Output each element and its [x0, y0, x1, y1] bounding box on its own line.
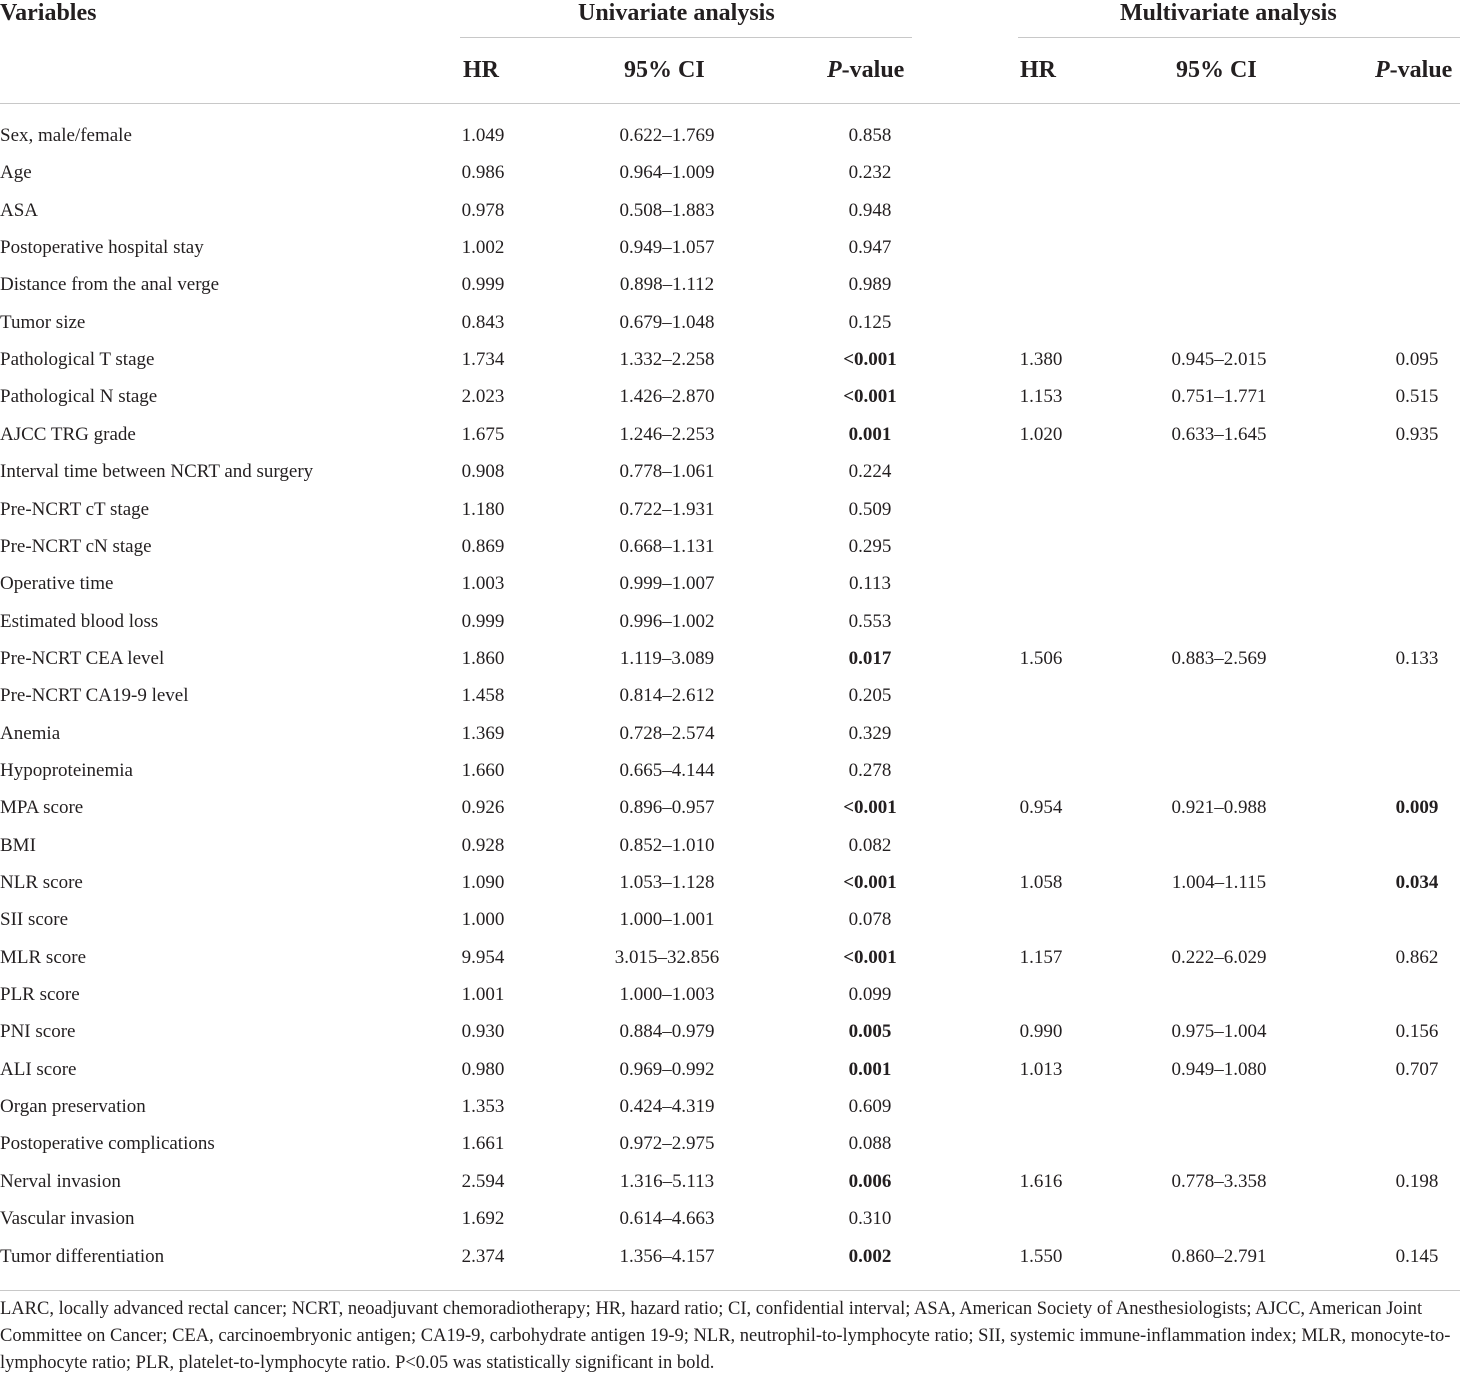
cell-univariate-ci: 0.508–1.883	[619, 199, 715, 221]
cell-variable: Age	[0, 162, 32, 184]
table-row	[0, 121, 1460, 151]
cell-univariate-hr: 1.369	[461, 722, 505, 744]
cell-univariate-ci: 0.622–1.769	[619, 125, 715, 146]
cell-univariate-hr: 1.458	[461, 685, 505, 707]
table-row	[0, 270, 1460, 300]
table-row	[0, 1242, 1460, 1272]
cell-variable: Pre-NCRT cN stage	[0, 535, 152, 557]
header-multivariate-ci: 95% CI	[1176, 57, 1257, 83]
cell-multivariate-hr: 1.020	[1019, 423, 1063, 445]
cell-univariate-p-value: <0.001	[843, 797, 897, 819]
cell-multivariate-hr: 0.990	[1019, 1021, 1063, 1043]
header-variables: Variables	[0, 0, 97, 26]
cell-multivariate-hr: 1.058	[1019, 872, 1063, 893]
cell-univariate-hr: 1.002	[461, 237, 505, 259]
cell-variable: Pre-NCRT cT stage	[0, 498, 150, 520]
cell-variable: Interval time between NCRT and surgery	[0, 461, 314, 483]
cell-univariate-ci: 0.898–1.112	[619, 274, 715, 296]
cell-variable: Operative time	[0, 573, 114, 595]
cell-univariate-p-value: 0.078	[848, 909, 892, 931]
cell-univariate-hr: 0.986	[461, 162, 505, 184]
cell-univariate-p-value: <0.001	[843, 349, 897, 371]
cell-multivariate-p-value: 0.095	[1395, 349, 1439, 371]
header-p-rest: -value	[841, 57, 905, 83]
cell-variable: MLR score	[0, 946, 87, 968]
table-row	[0, 420, 1460, 450]
cell-univariate-ci: 0.852–1.010	[619, 834, 715, 856]
cell-univariate-ci: 3.015–32.856	[614, 946, 720, 968]
table-row	[0, 681, 1460, 711]
cell-univariate-ci: 1.053–1.128	[619, 872, 715, 893]
cell-univariate-hr: 1.675	[461, 423, 505, 445]
header-p-italic: P	[1375, 57, 1390, 83]
cell-univariate-ci: 0.665–4.144	[619, 759, 715, 781]
cell-variable: Anemia	[0, 722, 61, 744]
cell-univariate-p-value: 0.082	[848, 834, 892, 856]
cell-univariate-ci: 0.896–0.957	[619, 797, 715, 819]
cell-multivariate-hr: 1.013	[1019, 1058, 1063, 1080]
header-multivariate-analysis: Multivariate analysis	[1120, 0, 1337, 26]
cell-univariate-ci: 1.426–2.870	[619, 386, 715, 408]
cell-univariate-ci: 1.000–1.003	[619, 984, 715, 1006]
cell-univariate-hr: 1.180	[461, 498, 505, 520]
table-row	[0, 1167, 1460, 1197]
cell-univariate-hr: 1.049	[461, 125, 505, 146]
cell-univariate-hr: 0.999	[461, 274, 505, 296]
cell-univariate-p-value: 0.609	[848, 1096, 892, 1118]
cell-multivariate-p-value: 0.707	[1395, 1058, 1439, 1080]
cell-variable: Organ preservation	[0, 1096, 146, 1118]
cell-univariate-p-value: 0.224	[848, 461, 892, 483]
cell-multivariate-ci: 0.883–2.569	[1171, 647, 1267, 669]
cell-univariate-ci: 0.884–0.979	[619, 1021, 715, 1043]
cell-variable: Vascular invasion	[0, 1208, 135, 1230]
cell-multivariate-hr: 1.380	[1019, 349, 1063, 371]
table-row	[0, 943, 1460, 973]
header-p-italic: P	[827, 57, 842, 83]
table-row	[0, 1017, 1460, 1047]
cell-univariate-hr: 0.843	[461, 311, 505, 333]
cell-multivariate-hr: 1.157	[1019, 946, 1063, 968]
cell-multivariate-hr: 1.550	[1019, 1245, 1063, 1267]
cell-univariate-ci: 0.969–0.992	[619, 1058, 715, 1080]
cell-multivariate-ci: 0.751–1.771	[1171, 386, 1267, 408]
cell-multivariate-p-value: 0.862	[1395, 946, 1439, 968]
cell-univariate-p-value: 0.948	[848, 199, 892, 221]
cell-univariate-p-value: 0.088	[848, 1133, 892, 1155]
cell-multivariate-p-value: 0.034	[1395, 872, 1439, 893]
cell-variable: PNI score	[0, 1021, 76, 1043]
cell-multivariate-ci: 0.949–1.080	[1171, 1058, 1267, 1080]
table-row	[0, 868, 1460, 898]
cell-variable: Pathological N stage	[0, 386, 158, 408]
table-row	[0, 1204, 1460, 1234]
cell-univariate-ci: 0.972–2.975	[619, 1133, 715, 1155]
cell-multivariate-hr: 1.153	[1019, 386, 1063, 408]
cell-univariate-hr: 0.926	[461, 797, 505, 819]
table-row	[0, 196, 1460, 226]
cell-univariate-hr: 0.980	[461, 1058, 505, 1080]
cell-univariate-p-value: 0.509	[848, 498, 892, 520]
cell-univariate-hr: 0.978	[461, 199, 505, 221]
cell-multivariate-ci: 0.778–3.358	[1171, 1170, 1267, 1192]
table-row	[0, 382, 1460, 412]
cell-multivariate-hr: 0.954	[1019, 797, 1063, 819]
cell-univariate-hr: 1.734	[461, 349, 505, 371]
cell-multivariate-p-value: 0.935	[1395, 423, 1439, 445]
cell-univariate-hr: 1.860	[461, 647, 505, 669]
cell-multivariate-ci: 0.945–2.015	[1171, 349, 1267, 371]
cell-variable: Estimated blood loss	[0, 610, 159, 632]
cell-univariate-ci: 0.614–4.663	[619, 1208, 715, 1230]
cell-univariate-ci: 1.000–1.001	[619, 909, 715, 931]
cell-univariate-ci: 0.949–1.057	[619, 237, 715, 259]
cell-univariate-p-value: 0.310	[848, 1208, 892, 1230]
table-row	[0, 1055, 1460, 1085]
table-row	[0, 644, 1460, 674]
cell-variable: NLR score	[0, 872, 83, 893]
cell-univariate-p-value: 0.278	[848, 759, 892, 781]
cell-univariate-p-value: 0.295	[848, 535, 892, 557]
cell-multivariate-hr: 1.506	[1019, 647, 1063, 669]
cell-univariate-hr: 1.660	[461, 759, 505, 781]
table-row	[0, 831, 1460, 861]
cell-univariate-hr: 9.954	[461, 946, 505, 968]
cell-univariate-ci: 0.679–1.048	[619, 311, 715, 333]
cell-univariate-hr: 1.000	[461, 909, 505, 931]
table-row	[0, 1129, 1460, 1159]
table-row	[0, 607, 1460, 637]
cell-multivariate-ci: 0.975–1.004	[1171, 1021, 1267, 1043]
cell-univariate-hr: 2.023	[461, 386, 505, 408]
cell-univariate-ci: 1.356–4.157	[619, 1245, 715, 1267]
cell-univariate-ci: 0.424–4.319	[619, 1096, 715, 1118]
table-row	[0, 569, 1460, 599]
cell-multivariate-ci: 0.222–6.029	[1171, 946, 1267, 968]
cell-variable: ALI score	[0, 1058, 77, 1080]
cell-multivariate-ci: 0.633–1.645	[1171, 423, 1267, 445]
cell-univariate-hr: 1.090	[461, 872, 505, 893]
cell-variable: Postoperative complications	[0, 1133, 215, 1155]
cell-univariate-ci: 1.119–3.089	[619, 647, 715, 669]
table-row	[0, 756, 1460, 786]
cell-univariate-p-value: 0.232	[848, 162, 892, 184]
cell-univariate-p-value: 0.005	[848, 1021, 892, 1043]
cell-variable: Nerval invasion	[0, 1170, 121, 1192]
cell-variable: Postoperative hospital stay	[0, 237, 204, 259]
table-footnote: LARC, locally advanced rectal cancer; NCRT, neoadjuvant chemoradiotherapy; HR, hazard ratio; CI, confidential interval; ASA, American Society of Anesthesiologists; AJCC, American Joint Committee on Cancer; CEA, carcinoembryonic antigen; CA19-9, carbohydrate antigen 19-9; NLR, neutrophil-to-lymphocyte ratio; SII, systemic immune-inflammation index; MLR, monocyte-to-lymphocyte ratio; PLR, platelet-to-lymphocyte ratio. P<0.05 was statistically significant in bold.	[0, 1299, 1451, 1373]
cell-univariate-ci: 1.332–2.258	[619, 349, 715, 371]
cell-variable: Distance from the anal verge	[0, 274, 220, 296]
cell-univariate-ci: 1.316–5.113	[619, 1170, 715, 1192]
cell-multivariate-ci: 0.860–2.791	[1171, 1245, 1267, 1267]
cell-univariate-p-value: 0.329	[848, 722, 892, 744]
cell-multivariate-p-value: 0.198	[1395, 1170, 1439, 1192]
header-multivariate-hr: HR	[1020, 57, 1056, 83]
cell-univariate-p-value: 0.125	[848, 311, 892, 333]
cell-variable: Sex, male/female	[0, 125, 132, 146]
table-bottom-rule	[0, 1290, 1460, 1291]
cell-univariate-hr: 1.001	[461, 984, 505, 1006]
table-row	[0, 905, 1460, 935]
header-univariate-hr: HR	[463, 57, 499, 83]
cell-univariate-p-value: 0.002	[848, 1245, 892, 1267]
header-univariate-ci: 95% CI	[624, 57, 705, 83]
cell-univariate-hr: 0.908	[461, 461, 505, 483]
cell-multivariate-p-value: 0.156	[1395, 1021, 1439, 1043]
cell-multivariate-ci: 0.921–0.988	[1171, 797, 1267, 819]
cell-variable: Tumor differentiation	[0, 1245, 165, 1267]
cell-univariate-hr: 0.999	[461, 610, 505, 632]
cell-univariate-ci: 0.964–1.009	[619, 162, 715, 184]
cell-univariate-p-value: 0.553	[848, 610, 892, 632]
header-univariate-analysis: Univariate analysis	[578, 0, 775, 26]
cell-univariate-p-value: <0.001	[843, 386, 897, 408]
cell-multivariate-p-value: 0.133	[1395, 647, 1439, 669]
cell-univariate-hr: 2.594	[461, 1170, 505, 1192]
table-row	[0, 158, 1460, 188]
cell-variable: AJCC TRG grade	[0, 423, 136, 445]
cell-univariate-ci: 0.722–1.931	[619, 498, 715, 520]
table-row	[0, 1092, 1460, 1122]
table-row	[0, 532, 1460, 562]
cell-variable: MPA score	[0, 797, 84, 819]
cell-multivariate-hr: 1.616	[1019, 1170, 1063, 1192]
cell-univariate-hr: 1.003	[461, 573, 505, 595]
table-row	[0, 719, 1460, 749]
cell-univariate-ci: 0.814–2.612	[619, 685, 715, 707]
table-row	[0, 233, 1460, 263]
cell-univariate-p-value: 0.006	[848, 1170, 892, 1192]
cell-multivariate-p-value: 0.145	[1395, 1245, 1439, 1267]
cell-univariate-p-value: 0.205	[848, 685, 892, 707]
cell-univariate-hr: 1.661	[461, 1133, 505, 1155]
cell-univariate-ci: 0.778–1.061	[619, 461, 715, 483]
cell-variable: Pathological T stage	[0, 349, 155, 371]
cell-variable: BMI	[0, 834, 36, 856]
cell-multivariate-ci: 1.004–1.115	[1171, 872, 1267, 893]
cell-variable: Tumor size	[0, 311, 86, 333]
cell-univariate-ci: 0.728–2.574	[619, 722, 715, 744]
cell-multivariate-p-value: 0.515	[1395, 386, 1439, 408]
cell-univariate-ci: 0.668–1.131	[619, 535, 715, 557]
cell-univariate-p-value: 0.947	[848, 237, 892, 259]
cell-univariate-p-value: 0.099	[848, 984, 892, 1006]
table-row	[0, 308, 1460, 338]
cell-univariate-p-value: 0.858	[848, 125, 892, 146]
cell-variable: Hypoproteinemia	[0, 759, 133, 781]
cell-univariate-p-value: 0.113	[848, 573, 892, 595]
cell-univariate-p-value: 0.001	[848, 1058, 892, 1080]
cell-variable: Pre-NCRT CEA level	[0, 647, 165, 669]
cell-univariate-p-value: <0.001	[843, 946, 897, 968]
table-row	[0, 793, 1460, 823]
cell-univariate-p-value: 0.001	[848, 423, 892, 445]
cell-univariate-hr: 0.928	[461, 834, 505, 856]
cell-univariate-hr: 1.692	[461, 1208, 505, 1230]
cell-multivariate-p-value: 0.009	[1395, 797, 1439, 819]
table-row	[0, 345, 1460, 375]
cell-univariate-p-value: <0.001	[843, 872, 897, 893]
cell-univariate-p-value: 0.017	[848, 647, 892, 669]
cell-variable: SII score	[0, 909, 69, 931]
cell-univariate-ci: 1.246–2.253	[619, 423, 715, 445]
cell-univariate-ci: 0.996–1.002	[619, 610, 715, 632]
cell-univariate-ci: 0.999–1.007	[619, 573, 715, 595]
cell-univariate-hr: 0.869	[461, 535, 505, 557]
table-row	[0, 457, 1460, 487]
cell-variable: Pre-NCRT CA19-9 level	[0, 685, 189, 707]
table-row	[0, 980, 1460, 1010]
cell-univariate-hr: 1.353	[461, 1096, 505, 1118]
cell-univariate-p-value: 0.989	[848, 274, 892, 296]
cell-univariate-hr: 0.930	[461, 1021, 505, 1043]
cell-variable: ASA	[0, 199, 39, 221]
table-row	[0, 495, 1460, 525]
cell-univariate-hr: 2.374	[461, 1245, 505, 1267]
header-p-rest: -value	[1389, 57, 1453, 83]
cell-variable: PLR score	[0, 984, 80, 1006]
